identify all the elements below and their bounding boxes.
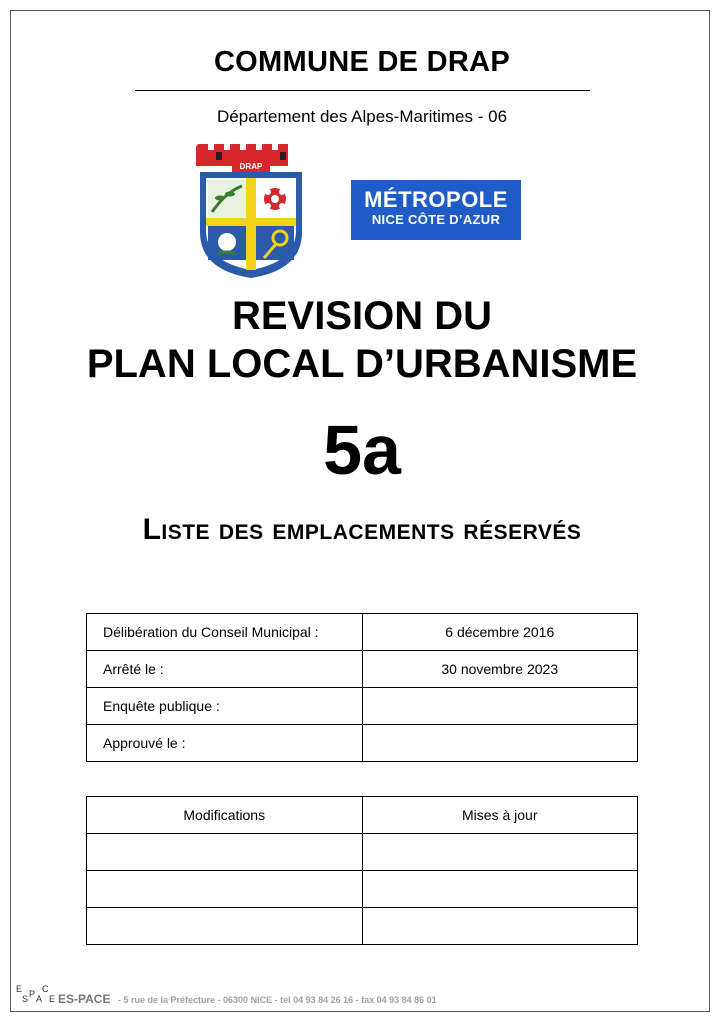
logo-letter: E — [49, 994, 56, 1004]
procedure-dates-table — [86, 613, 638, 762]
document-number: 5a — [323, 411, 401, 489]
row-value: 6 décembre 2016 — [362, 614, 638, 651]
footer-brand: ES-PACE — [58, 992, 111, 1006]
commune-title: COMMUNE DE DRAP — [213, 46, 511, 78]
logo-letter: S — [22, 994, 29, 1004]
crest-banner-text: DRAP — [239, 162, 263, 171]
espace-logo — [14, 984, 56, 1006]
row-value: 30 novembre 2023 — [362, 651, 638, 688]
metropole-logo — [351, 180, 521, 240]
table-row — [87, 688, 638, 725]
row-label: Enquête publique : — [87, 688, 363, 725]
crest-window-2 — [280, 152, 286, 160]
crest-cross-h — [206, 218, 296, 226]
table-row — [87, 725, 638, 762]
row-value — [362, 688, 638, 725]
logo-letter: C — [42, 984, 49, 994]
crest-flower — [218, 233, 236, 251]
logo-letter: A — [36, 994, 43, 1004]
document-title-line2: PLAN LOCAL D’URBANISME — [86, 342, 638, 386]
header-divider — [135, 90, 590, 91]
metropole-logo-line1: MÉTROPOLE — [364, 187, 508, 212]
table-cell — [362, 908, 638, 945]
table-header-row — [87, 797, 638, 834]
row-label: Délibération du Conseil Municipal : — [87, 614, 363, 651]
footer — [14, 984, 714, 1008]
table-row — [87, 871, 638, 908]
row-label: Approuvé le : — [87, 725, 363, 762]
crest-window-1 — [216, 152, 222, 160]
drap-coat-of-arms — [196, 140, 306, 280]
column-header-modifications: Modifications — [87, 797, 363, 834]
table-cell — [87, 871, 363, 908]
table-row — [87, 908, 638, 945]
table-row — [87, 651, 638, 688]
logo-letter: E — [16, 984, 23, 994]
departement-label: Département des Alpes-Maritimes - 06 — [216, 107, 508, 126]
modifications-table — [86, 796, 638, 945]
table-cell — [362, 871, 638, 908]
document-title-line1: REVISION DU — [231, 294, 493, 338]
table-cell — [87, 908, 363, 945]
table-row — [87, 834, 638, 871]
footer-address: - 5 rue de la Préfecture - 06300 NICE - tel 04 93 84 26 16 - fax 04 93 84 86 01 — [118, 995, 437, 1005]
table-cell — [362, 834, 638, 871]
table-cell — [87, 834, 363, 871]
table-row — [87, 614, 638, 651]
row-label: Arrêté le : — [87, 651, 363, 688]
column-header-mises-a-jour: Mises à jour — [362, 797, 638, 834]
logo-letter: P — [29, 989, 36, 999]
document-subtitle: Liste des emplacements réservés — [142, 513, 582, 546]
metropole-logo-line2: NICE CÔTE D’AZUR — [371, 212, 501, 227]
row-value — [362, 725, 638, 762]
